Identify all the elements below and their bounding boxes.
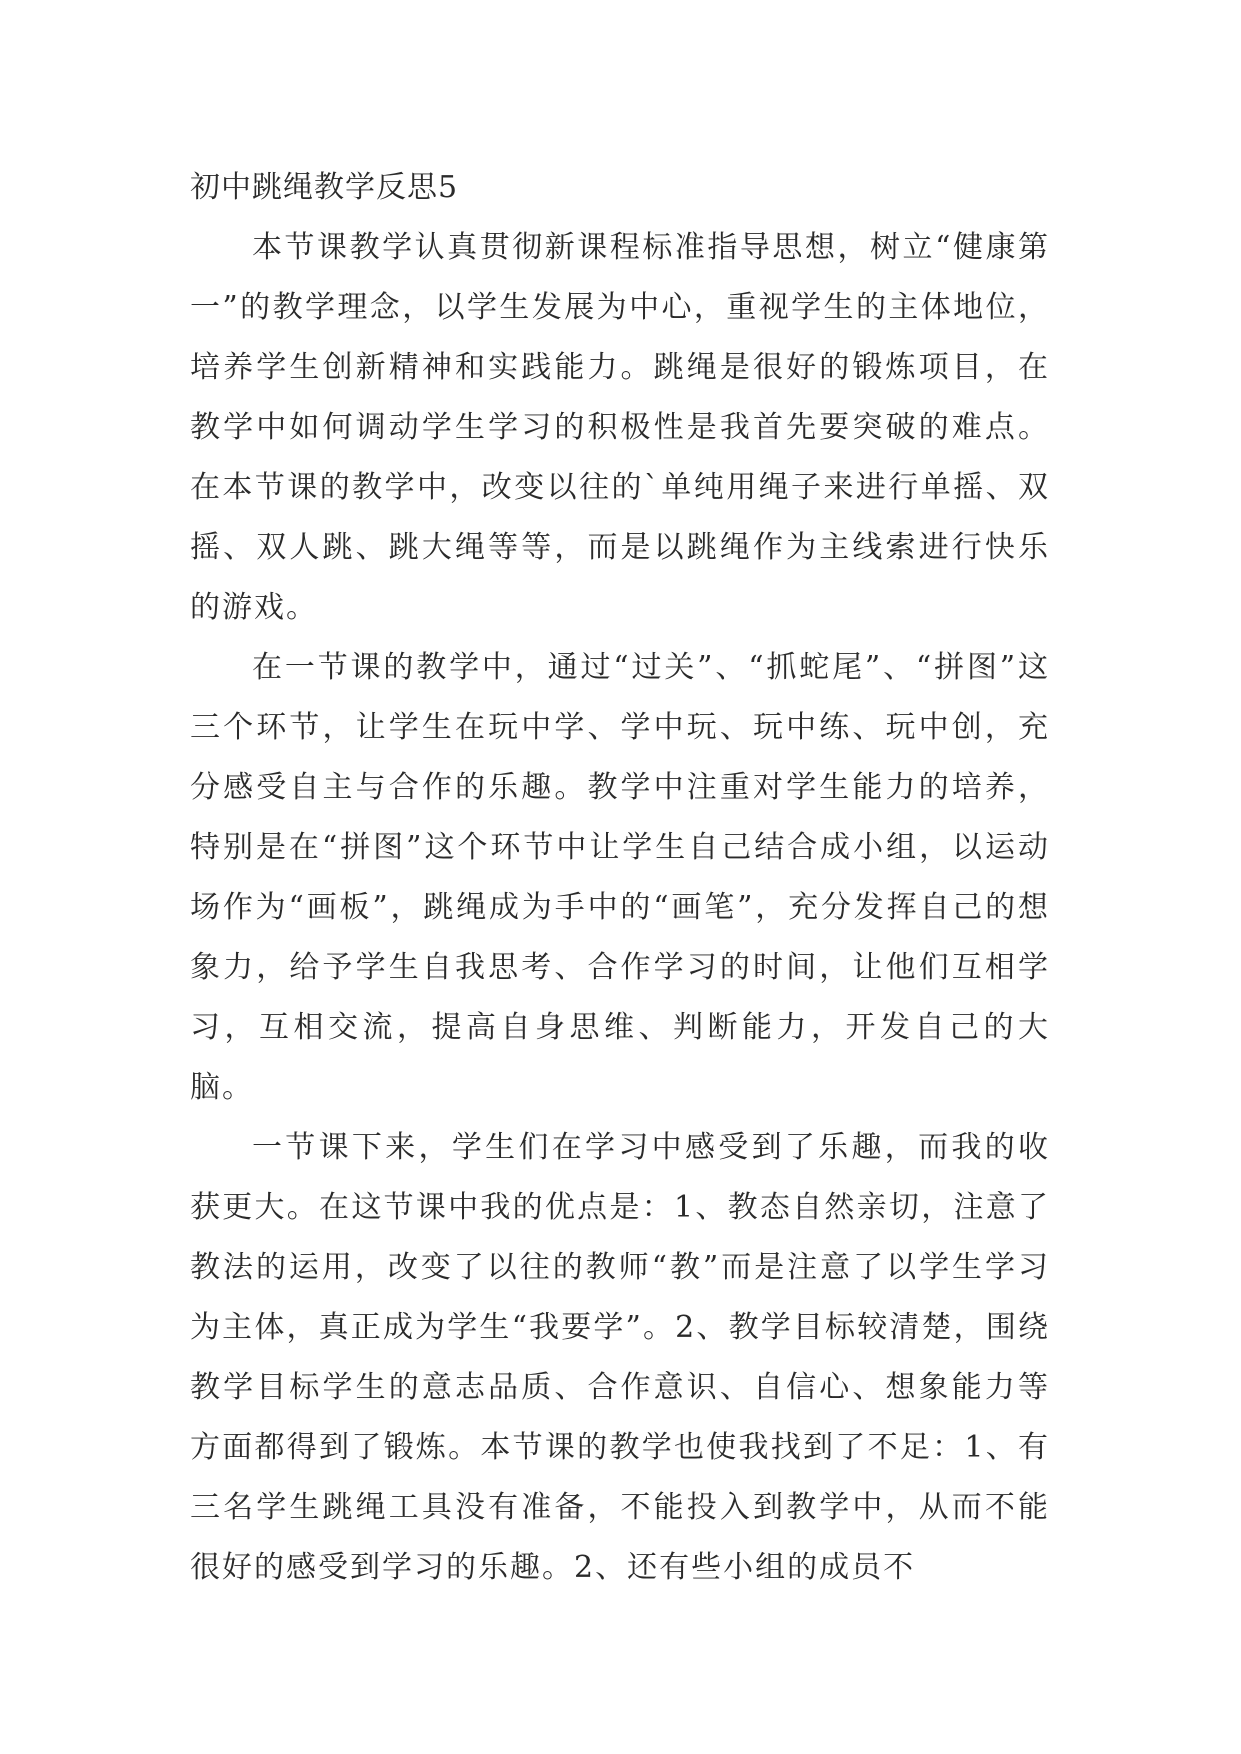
- document-body: [190, 158, 1050, 1598]
- document-title: 初中跳绳教学反思5: [190, 170, 459, 205]
- paragraph-3: 一节课下来，学生们在学习中感受到了乐趣，而我的收获更大。在这节课中我的优点是：1、教态自然亲切，注意了教法的运用，改变了以往的教师“教”而是注意了以学生学习为主体，真正成为学生“我要学”。2、教学目标较清楚，围绕教学目标学生的意志品质、合作意识、自信心、想象能力等方面都得到了锻炼。本节课的教学也使我找到了不足：1、有三名学生跳绳工具没有准备，不能投入到教学中，从而不能很好的感受到学习的乐趣。2、还有些小组的成员不: [190, 1130, 1050, 1585]
- paragraph-1: 本节课教学认真贯彻新课程标准指导思想，树立“健康第一”的教学理念，以学生发展为中心，重视学生的主体地位，培养学生创新精神和实践能力。跳绳是很好的锻炼项目，在教学中如何调动学生学习的积极性是我首先要突破的难点。在本节课的教学中，改变以往的`单纯用绳子来进行单摇、双摇、双人跳、跳大绳等等，而是以跳绳作为主线索进行快乐的游戏。: [190, 230, 1050, 625]
- paragraph-2: 在一节课的教学中，通过“过关”、“抓蛇尾”、“拼图”这三个环节，让学生在玩中学、学中玩、玩中练、玩中创，充分感受自主与合作的乐趣。教学中注重对学生能力的培养，特别是在“拼图”这个环节中让学生自己结合成小组，以运动场作为“画板”，跳绳成为手中的“画笔”，充分发挥自己的想象力，给予学生自我思考、合作学习的时间，让他们互相学习，互相交流，提高自身思维、判断能力，开发自己的大脑。: [190, 650, 1050, 1105]
